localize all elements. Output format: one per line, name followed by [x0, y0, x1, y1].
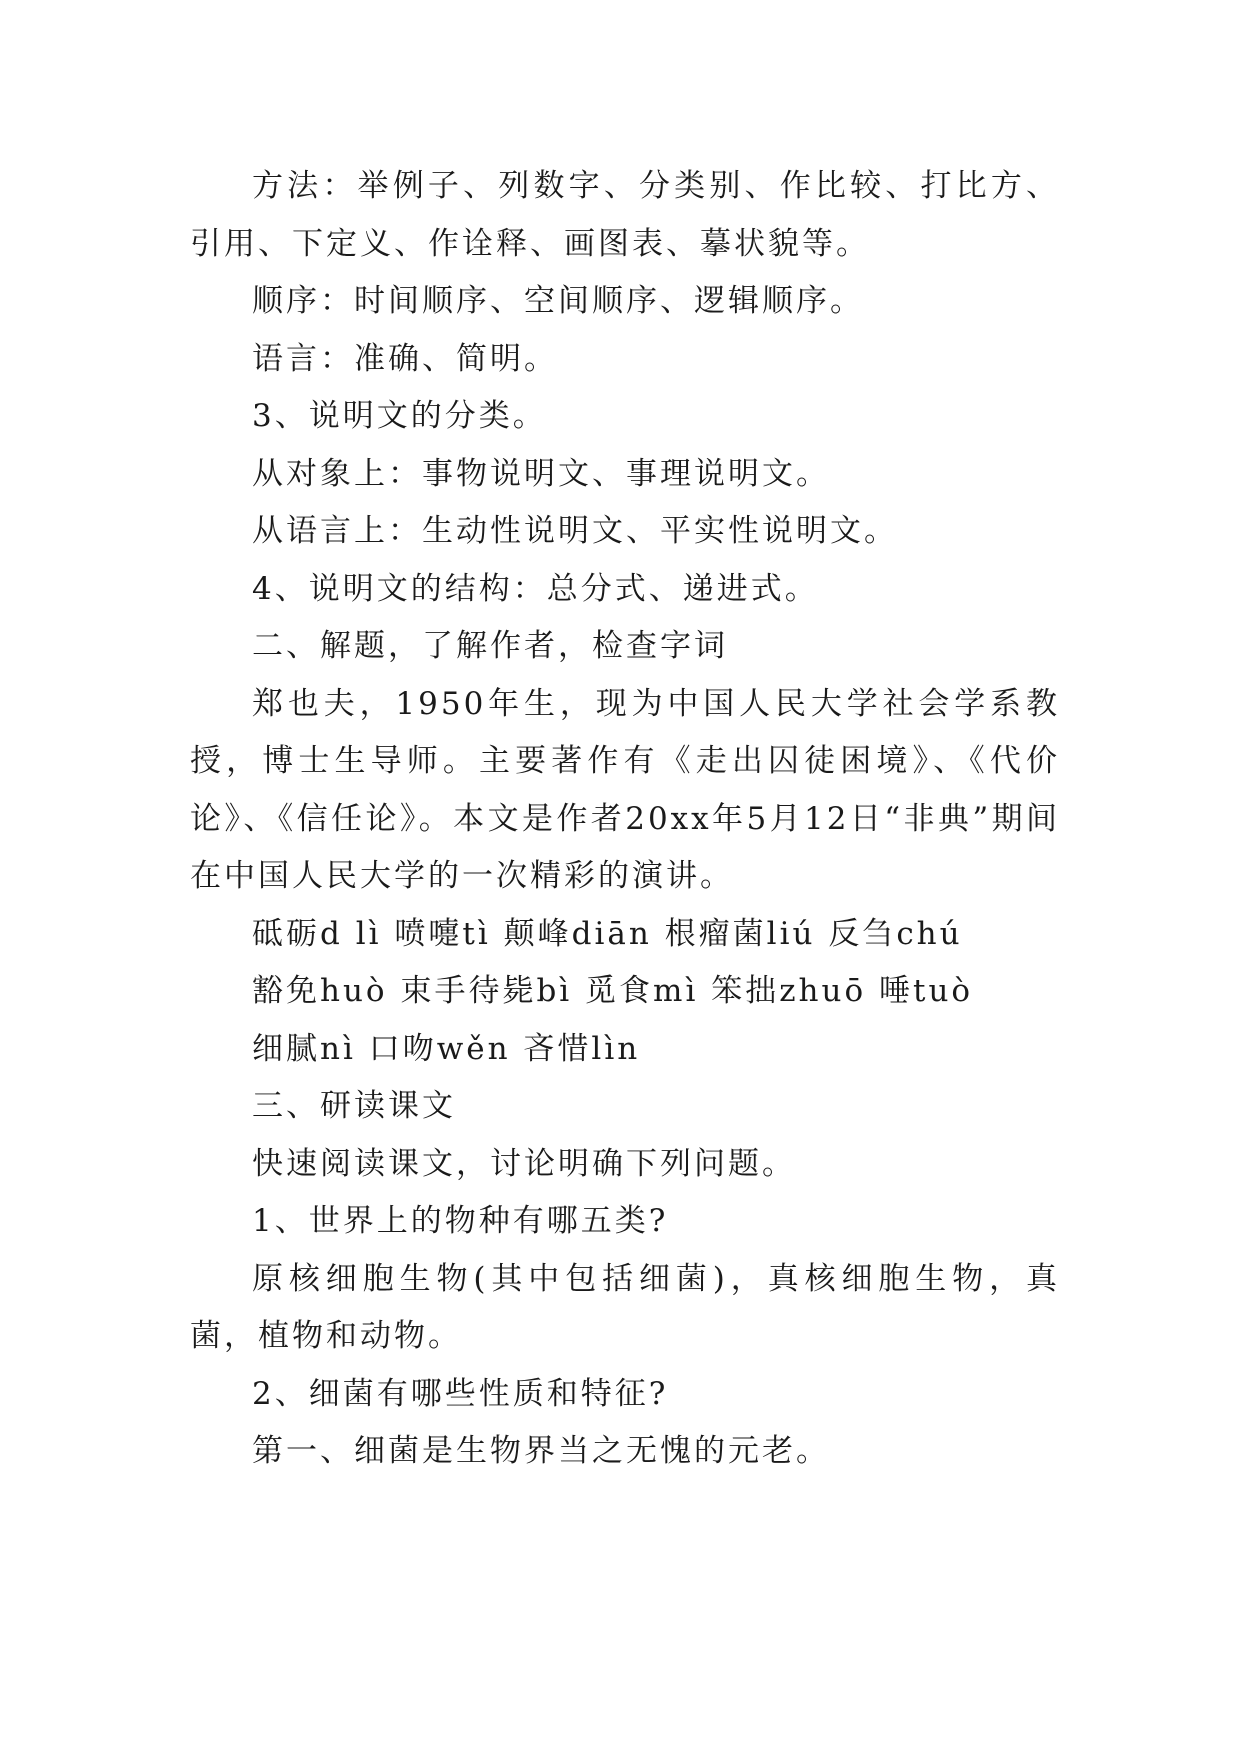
paragraph-vocab-3: 细腻nì 口吻wěn 吝惜lìn: [252, 1030, 641, 1067]
paragraph-language: 语言：准确、简明。: [252, 340, 558, 377]
paragraph-classification-heading: 3、说明文的分类。: [252, 398, 547, 434]
paragraph-vocab-1: 砥砺d lì 喷嚏tì 颠峰diān 根瘤菌liú 反刍chú: [252, 915, 963, 952]
section-heading-author: 二、解题，了解作者，检查字词: [252, 628, 728, 664]
paragraph-vocab-2: 豁免huò 束手待毙bì 觅食mì 笨拙zhuō 唾tuò: [252, 973, 974, 1009]
section-heading-study: 三、研读课文: [252, 1088, 456, 1124]
document-body: [190, 158, 1060, 1481]
paragraph-order: 顺序：时间顺序、空间顺序、逻辑顺序。: [252, 283, 864, 319]
paragraph-instruction: 快速阅读课文，讨论明确下列问题。: [252, 1145, 796, 1182]
paragraph-answer-2: 第一、细菌是生物界当之无愧的元老。: [252, 1433, 830, 1469]
paragraph-author-bio: 郑也夫，1950年生，现为中国人民大学社会学系教授，博士生导师。主要著作有《走出囚徒困境》、《代价论》、《信任论》。本文是作者20xx年5月12日“非典”期间在中国人民大学的一次精彩的演讲。: [190, 685, 1060, 894]
paragraph-answer-1: 原核细胞生物(其中包括细菌)，真核细胞生物，真菌，植物和动物。: [190, 1260, 1060, 1354]
paragraph-by-language: 从语言上：生动性说明文、平实性说明文。: [252, 513, 898, 549]
paragraph-by-object: 从对象上：事物说明文、事理说明文。: [252, 455, 830, 492]
paragraph-question-1: 1、世界上的物种有哪五类?: [252, 1203, 669, 1239]
paragraph-question-2: 2、细菌有哪些性质和特征?: [252, 1375, 669, 1412]
paragraph-structure: 4、说明文的结构：总分式、递进式。: [252, 570, 819, 607]
paragraph-methods: 方法：举例子、列数字、分类别、作比较、打比方、引用、下定义、作诠释、画图表、摹状貌等。: [190, 168, 1060, 262]
